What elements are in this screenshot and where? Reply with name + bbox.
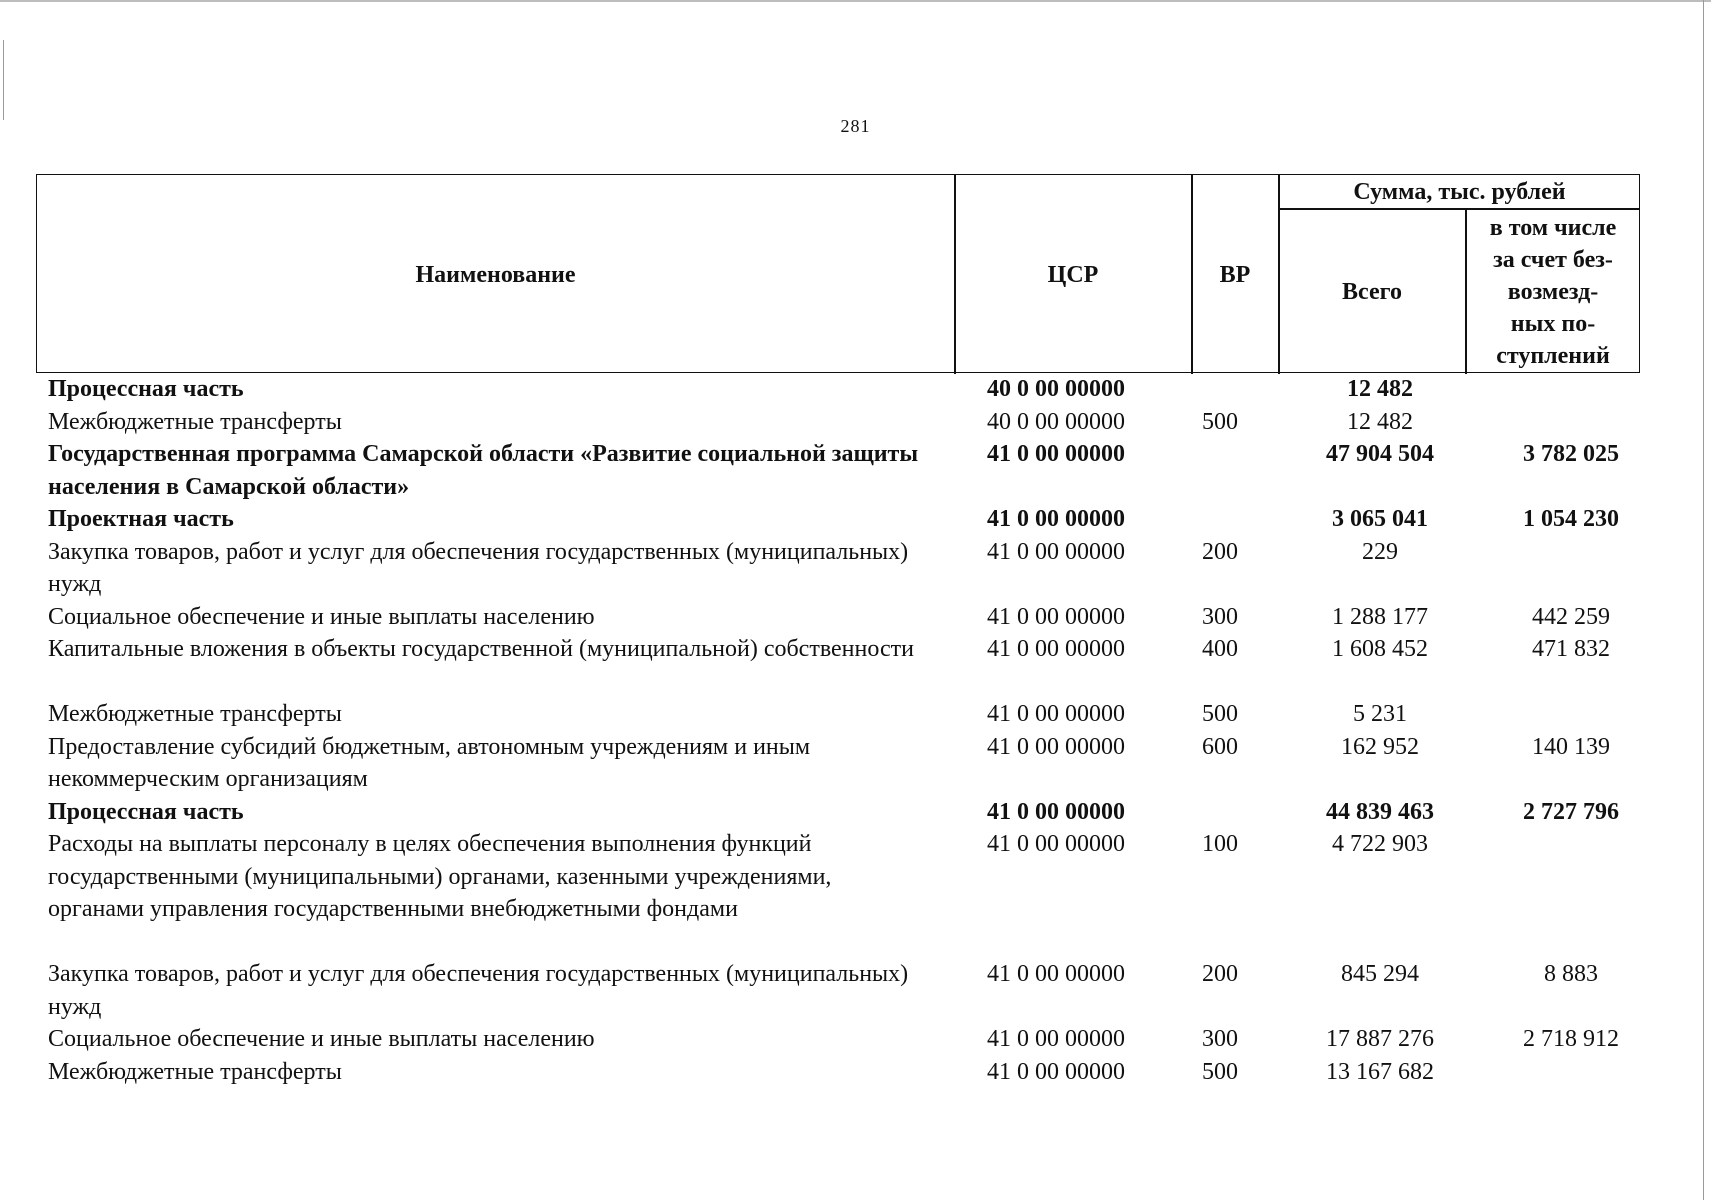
row-total: 162 952 — [1341, 733, 1419, 760]
row-csr: 41 0 00 00000 — [987, 538, 1125, 565]
row-vr: 300 — [1202, 603, 1238, 630]
row-csr: 41 0 00 00000 — [987, 831, 1125, 857]
scan-edge-right — [1703, 0, 1704, 1200]
row-name: Проектная часть — [48, 506, 234, 532]
row-grants: 140 139 — [1532, 733, 1610, 760]
header-vr: ВР — [1219, 261, 1251, 288]
row-csr: 41 0 00 00000 — [987, 798, 1125, 825]
header-grants-line: ступлений — [1496, 342, 1610, 369]
row-total: 12 482 — [1347, 408, 1413, 435]
header-grants-line: ных по- — [1510, 310, 1596, 337]
row-total: 44 839 463 — [1326, 798, 1434, 825]
row-total: 229 — [1362, 538, 1398, 565]
header-name: Наименование — [415, 261, 576, 288]
row-grants: 442 259 — [1532, 603, 1610, 630]
row-total: 47 904 504 — [1326, 441, 1434, 467]
header-grants-line: в том числе — [1489, 214, 1617, 241]
row-csr: 41 0 00 00000 — [987, 1058, 1125, 1085]
row-csr: 41 0 00 00000 — [987, 701, 1125, 727]
row-csr: 41 0 00 00000 — [987, 1026, 1125, 1052]
row-name: Предоставление субсидий бюджетным, автономным учреждениям и иным некоммерческим организациям — [48, 733, 811, 792]
row-vr: 500 — [1202, 408, 1238, 435]
row-total: 13 167 682 — [1326, 1058, 1434, 1085]
row-vr: 100 — [1202, 831, 1238, 857]
row-name: Социальное обеспечение и иные выплаты населению — [48, 1026, 595, 1052]
row-total: 5 231 — [1353, 701, 1407, 727]
row-vr: 400 — [1202, 636, 1238, 662]
header-sum-group: Сумма, тыс. рублей — [1353, 178, 1566, 205]
row-vr: 500 — [1202, 1058, 1238, 1085]
row-vr: 300 — [1202, 1026, 1238, 1052]
scan-edge-left — [3, 40, 4, 120]
row-grants: 2 718 912 — [1523, 1026, 1619, 1052]
row-name: Межбюджетные трансферты — [48, 701, 342, 727]
row-grants: 3 782 025 — [1523, 441, 1619, 467]
row-total: 17 887 276 — [1326, 1026, 1434, 1052]
row-name: Межбюджетные трансферты — [48, 1058, 342, 1085]
table-header — [36, 174, 1640, 373]
row-name: Межбюджетные трансферты — [48, 408, 342, 435]
header-grants-line: возмезд- — [1507, 278, 1599, 305]
row-total: 1 608 452 — [1332, 636, 1428, 662]
row-name: Расходы на выплаты персоналу в целях обеспечения выполнения функций государственными (муниципальными) органами, казенными учреждениями, органами управления государственными внебюджетными фондами — [48, 831, 832, 922]
row-total: 1 288 177 — [1332, 603, 1428, 630]
row-grants: 471 832 — [1532, 636, 1610, 662]
header-grants-line: за счет без- — [1493, 246, 1613, 273]
row-vr: 200 — [1202, 961, 1238, 987]
row-csr: 41 0 00 00000 — [987, 733, 1125, 760]
row-csr: 41 0 00 00000 — [987, 636, 1125, 662]
row-name: Социальное обеспечение и иные выплаты населению — [48, 603, 595, 630]
row-name: Закупка товаров, работ и услуг для обеспечения государственных (муниципальных) нужд — [48, 961, 909, 1020]
page-number: 281 — [840, 116, 871, 136]
row-vr: 600 — [1202, 733, 1238, 760]
row-total: 845 294 — [1341, 961, 1419, 987]
row-name: Процессная часть — [48, 376, 244, 402]
row-name: Государственная программа Самарской области «Развитие социальной защиты населения в Самарской области» — [48, 441, 919, 500]
header-total: Всего — [1342, 278, 1402, 305]
header-csr: ЦСР — [1047, 261, 1099, 288]
row-total: 12 482 — [1347, 376, 1413, 402]
row-csr: 41 0 00 00000 — [987, 961, 1125, 987]
row-csr: 41 0 00 00000 — [987, 603, 1125, 630]
row-grants: 1 054 230 — [1523, 506, 1619, 532]
row-name: Процессная часть — [48, 798, 244, 825]
row-grants: 8 883 — [1544, 961, 1598, 987]
row-csr: 41 0 00 00000 — [987, 441, 1125, 467]
row-csr: 41 0 00 00000 — [987, 506, 1125, 532]
row-vr: 200 — [1202, 538, 1238, 565]
row-total: 4 722 903 — [1332, 831, 1428, 857]
scan-border-top — [0, 0, 1711, 2]
row-grants: 2 727 796 — [1523, 798, 1619, 825]
row-csr: 40 0 00 00000 — [987, 408, 1125, 435]
row-vr: 500 — [1202, 701, 1238, 727]
row-total: 3 065 041 — [1332, 506, 1428, 532]
row-csr: 40 0 00 00000 — [987, 376, 1125, 402]
row-name: Закупка товаров, работ и услуг для обеспечения государственных (муниципальных) нужд — [48, 538, 909, 597]
row-name: Капитальные вложения в объекты государственной (муниципальной) собственности — [48, 636, 914, 662]
header-grants — [1466, 209, 1640, 374]
